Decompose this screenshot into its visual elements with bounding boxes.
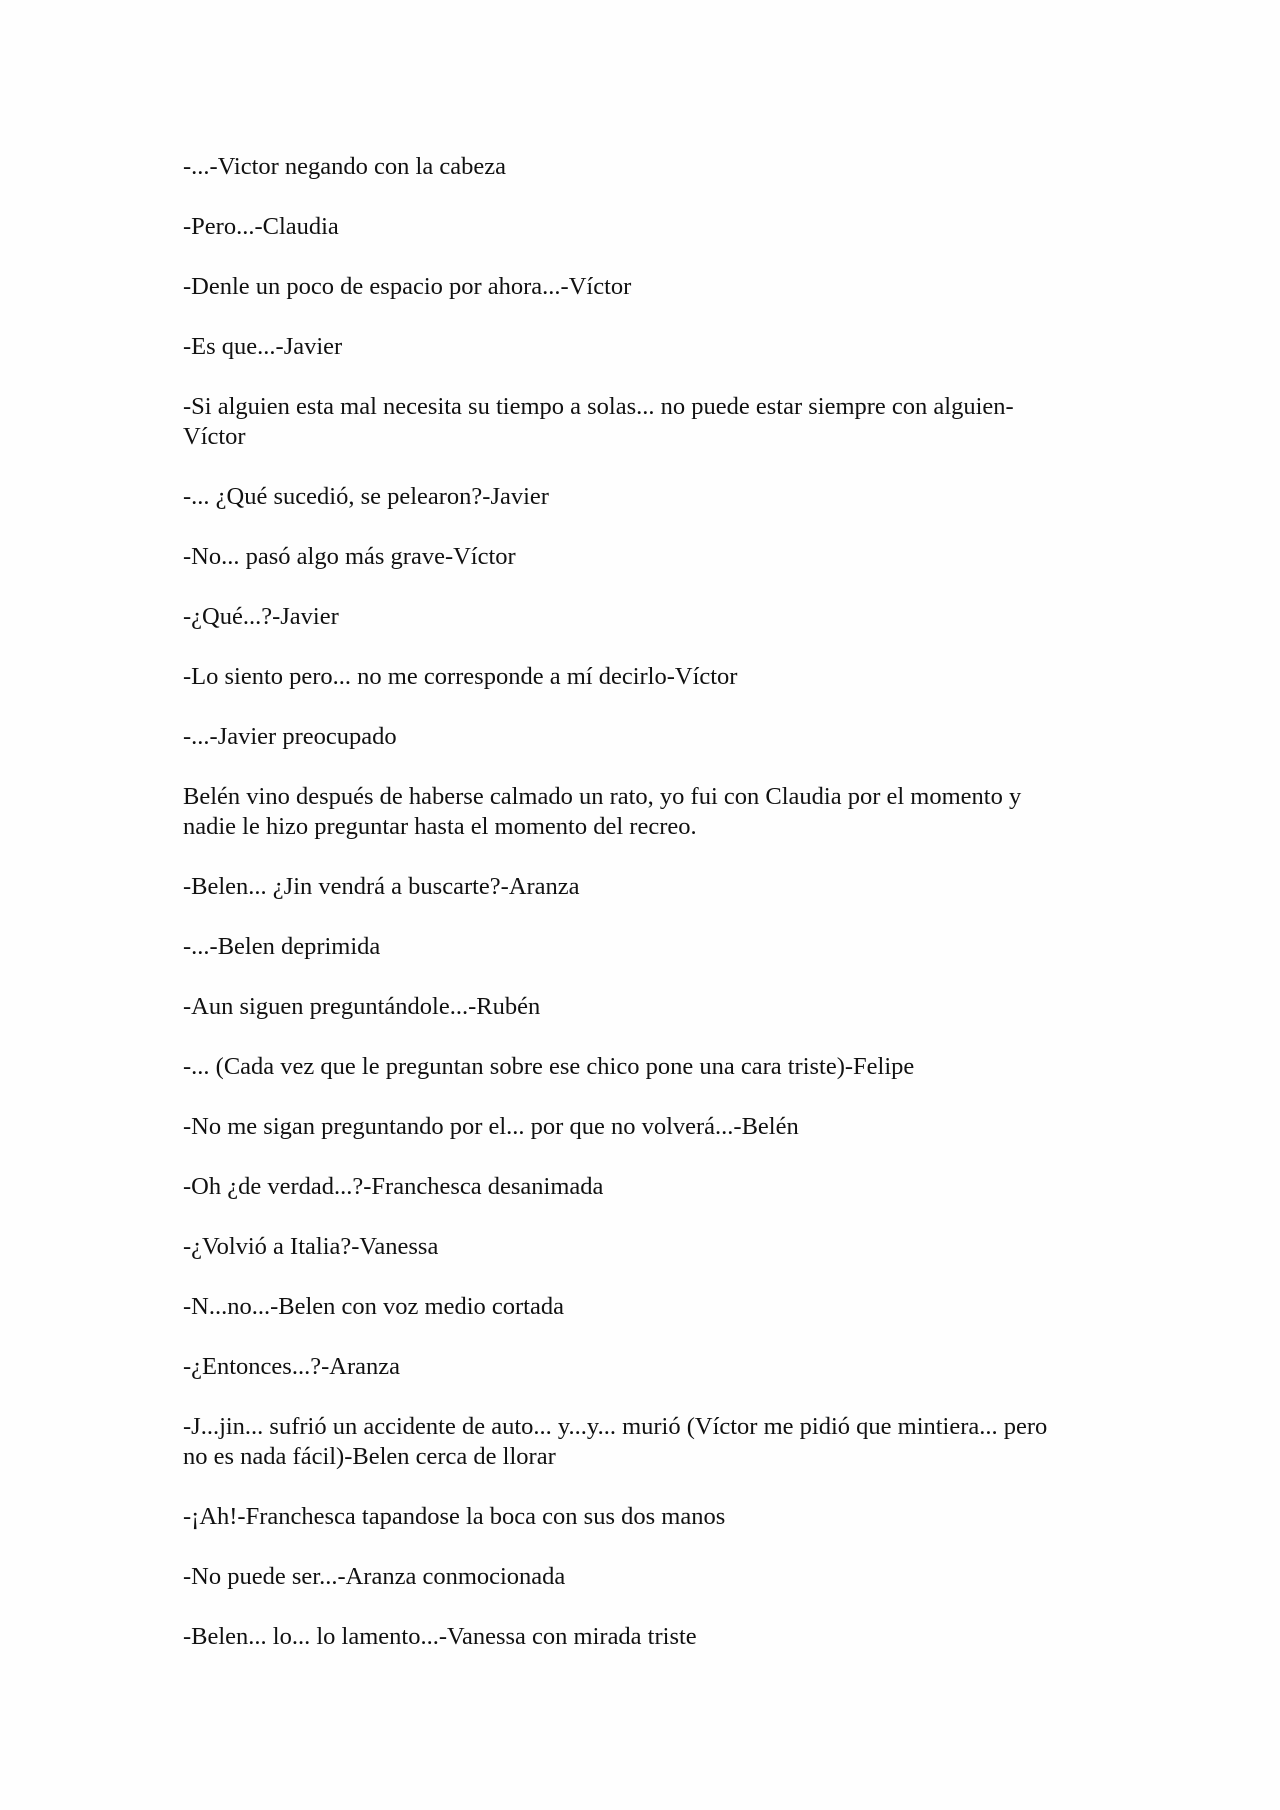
text-line: -...-Belen deprimida bbox=[183, 933, 381, 960]
text-line: -Si alguien esta mal necesita su tiempo a solas... no puede estar siempre con alguien- bbox=[183, 393, 1014, 420]
text-line: -... (Cada vez que le preguntan sobre ese chico pone una cara triste)-Felipe bbox=[183, 1053, 915, 1080]
dialogue-line bbox=[183, 992, 1123, 1022]
dialogue-line bbox=[183, 1292, 1123, 1322]
dialogue-line bbox=[183, 602, 1123, 632]
dialogue-line bbox=[183, 332, 1123, 362]
text-line: -Aun siguen preguntándole...-Rubén bbox=[183, 993, 541, 1020]
dialogue-line bbox=[183, 722, 1123, 752]
text-line: -...-Javier preocupado bbox=[183, 723, 397, 750]
dialogue-line bbox=[183, 212, 1123, 242]
dialogue-line bbox=[183, 1412, 1123, 1472]
text-line: -¿Entonces...?-Aranza bbox=[183, 1353, 400, 1380]
text-line: -Belen... ¿Jin vendrá a buscarte?-Aranza bbox=[183, 873, 580, 900]
dialogue-line bbox=[183, 482, 1123, 512]
dialogue-line bbox=[183, 932, 1123, 962]
text-line: -N...no...-Belen con voz medio cortada bbox=[183, 1293, 564, 1320]
dialogue-line bbox=[183, 152, 1123, 182]
dialogue-line bbox=[183, 662, 1123, 692]
text-line: -Es que...-Javier bbox=[183, 333, 343, 360]
dialogue-line bbox=[183, 1052, 1123, 1082]
dialogue-line bbox=[183, 1112, 1123, 1142]
text-line: -Denle un poco de espacio por ahora...-Víctor bbox=[183, 273, 632, 300]
dialogue-line bbox=[183, 1232, 1123, 1262]
text-line: -¡Ah!-Franchesca tapandose la boca con sus dos manos bbox=[183, 1503, 726, 1530]
text-line: -No puede ser...-Aranza conmocionada bbox=[183, 1563, 566, 1590]
dialogue-line bbox=[183, 272, 1123, 302]
text-line: Víctor bbox=[183, 423, 246, 450]
dialogue-line bbox=[183, 1622, 1123, 1652]
text-line: -No me sigan preguntando por el... por que no volverá...-Belén bbox=[183, 1113, 799, 1140]
narration-paragraph bbox=[183, 782, 1123, 842]
text-line: -Oh ¿de verdad...?-Franchesca desanimada bbox=[183, 1173, 604, 1200]
text-line: -... ¿Qué sucedió, se pelearon?-Javier bbox=[183, 483, 549, 510]
text-line: -J...jin... sufrió un accidente de auto... y...y... murió (Víctor me pidió que mintiera... pero bbox=[183, 1413, 1048, 1440]
text-line: -...-Victor negando con la cabeza bbox=[183, 153, 506, 180]
text-line: no es nada fácil)-Belen cerca de llorar bbox=[183, 1443, 556, 1470]
dialogue-line bbox=[183, 1352, 1123, 1382]
dialogue-line bbox=[183, 1562, 1123, 1592]
text-line: -Lo siento pero... no me corresponde a mí decirlo-Víctor bbox=[183, 663, 738, 690]
text-line: -¿Qué...?-Javier bbox=[183, 603, 339, 630]
dialogue-line bbox=[183, 1502, 1123, 1532]
dialogue-line bbox=[183, 872, 1123, 902]
text-line: -¿Volvió a Italia?-Vanessa bbox=[183, 1233, 439, 1260]
text-line: -Belen... lo... lo lamento...-Vanessa con mirada triste bbox=[183, 1623, 697, 1650]
text-line: nadie le hizo preguntar hasta el momento del recreo. bbox=[183, 813, 697, 840]
story-text bbox=[183, 152, 1123, 1682]
text-line: -No... pasó algo más grave-Víctor bbox=[183, 543, 516, 570]
dialogue-line bbox=[183, 392, 1123, 452]
text-line: -Pero...-Claudia bbox=[183, 213, 339, 240]
text-line: Belén vino después de haberse calmado un rato, yo fui con Claudia por el momento y bbox=[183, 783, 1022, 810]
dialogue-line bbox=[183, 542, 1123, 572]
dialogue-line bbox=[183, 1172, 1123, 1202]
